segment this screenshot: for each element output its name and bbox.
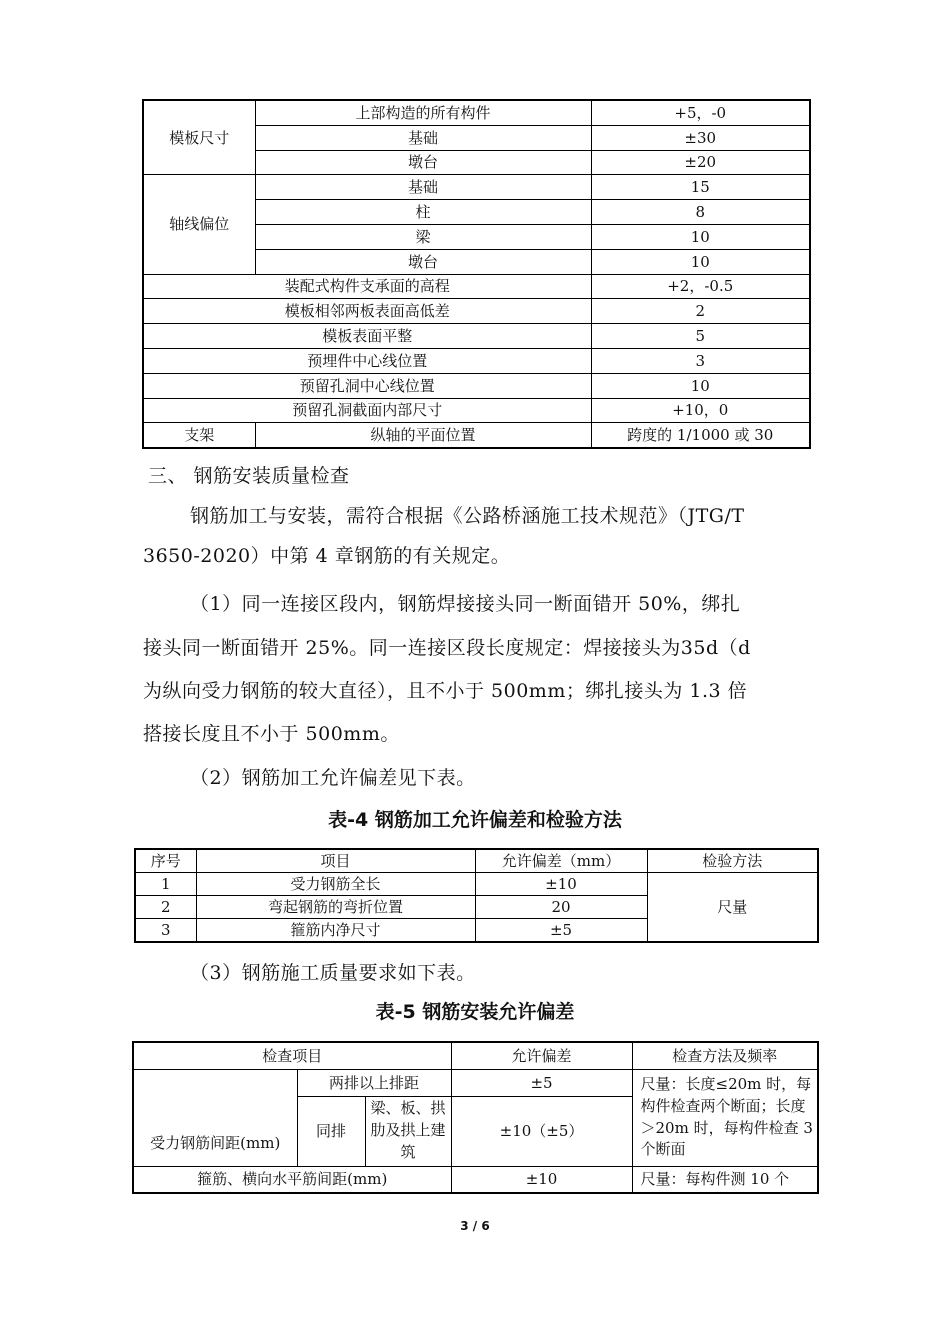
value-cell: ±20 [591,150,810,175]
paragraph-line: （2）钢筋加工允许偏差见下表。 [190,767,476,789]
item-cell: 纵轴的平面位置 [255,423,591,448]
item-cell: 装配式构件支承面的高程 [143,274,591,299]
method-cell: 尺量：长度≤20m 时，每构件检查两个断面；长度＞20m 时，每构件检查 3 个断面 [632,1069,818,1166]
header-cell: 允许偏差 [451,1042,632,1069]
sub-label: 同排 [297,1096,365,1166]
item-cell: 箍筋内净尺寸 [196,919,475,943]
table-title: 表-4 钢筋加工允许偏差和检验方法 [328,809,622,831]
value-cell: 跨度的 1/1000 或 30 [591,423,810,448]
item-cell: 墩台 [255,249,591,274]
method-cell: 尺量：每构件测 10 个 [632,1166,818,1193]
item-cell: 基础 [255,125,591,150]
paragraph-line: 接头同一断面错开 25%。同一连接区段长度规定：焊接接头为35d（d [143,637,751,659]
item-cell: 弯起钢筋的弯折位置 [196,896,475,919]
page-number: 3 / 6 [460,1219,490,1233]
item-cell: 预埋件中心线位置 [143,348,591,373]
item-cell: 柱 [255,200,591,225]
rebar-installation-table [132,1041,819,1194]
value-cell: 3 [591,348,810,373]
header-cell: 检查项目 [133,1042,451,1069]
paragraph-line: 搭接长度且不小于 500mm。 [143,723,400,745]
item-cell: 梁 [255,224,591,249]
item-cell: 两排以上排距 [297,1069,451,1096]
paragraph-line: 为纵向受力钢筋的较大直径），且不小于 500mm；绑扎接头为 1.3 倍 [143,680,748,702]
value-cell: ±30 [591,125,810,150]
value-cell: 8 [591,200,810,225]
value-cell: ±10 [451,1166,632,1193]
header-cell: 允许偏差（mm） [475,849,647,873]
value-cell: 10 [591,224,810,249]
value-cell: +2，-0.5 [591,274,810,299]
value-cell: 10 [591,373,810,398]
header-cell: 检验方法 [647,849,818,873]
table-title: 表-5 钢筋安装允许偏差 [375,1001,575,1023]
item-cell: 预留孔洞截面内部尺寸 [143,398,591,423]
value-cell: +10，0 [591,398,810,423]
item-cell: 模板表面平整 [143,324,591,349]
group-label: 模板尺寸 [143,100,255,175]
item-cell: 上部构造的所有构件 [255,100,591,125]
value-cell: 15 [591,175,810,200]
value-cell: ±5 [451,1069,632,1096]
header-cell: 项目 [196,849,475,873]
value-cell: ±5 [475,919,647,943]
rebar-processing-table [134,848,819,943]
method-cell: 尺量 [647,873,818,943]
group-label: 受力钢筋间距(mm) [133,1069,297,1166]
row-number: 2 [135,896,196,919]
value-cell: 10 [591,249,810,274]
item-cell: 墩台 [255,150,591,175]
value-cell: 2 [591,299,810,324]
tolerance-table-formwork [142,99,811,449]
item-cell: 基础 [255,175,591,200]
row-number: 3 [135,919,196,943]
value-cell: +5，-0 [591,100,810,125]
paragraph-line: （3）钢筋施工质量要求如下表。 [190,962,476,984]
row-number: 1 [135,873,196,896]
paragraph-line: 钢筋加工与安装，需符合根据《公路桥涵施工技术规范》（JTG/T [190,505,745,527]
value-cell: 5 [591,324,810,349]
item-cell: 受力钢筋全长 [196,873,475,896]
section-heading: 三、 钢筋安装质量检查 [148,465,350,487]
header-cell: 序号 [135,849,196,873]
group-label: 轴线偏位 [143,175,255,274]
header-cell: 检查方法及频率 [632,1042,818,1069]
value-cell: ±10（±5） [451,1096,632,1166]
item-cell: 梁、板、拱肋及拱上建筑 [365,1096,451,1166]
value-cell: 20 [475,896,647,919]
item-cell: 箍筋、横向水平筋间距(mm) [133,1166,451,1193]
group-label: 支架 [143,423,255,448]
paragraph-line: 3650-2020）中第 4 章钢筋的有关规定。 [143,545,511,567]
item-cell: 预留孔洞中心线位置 [143,373,591,398]
value-cell: ±10 [475,873,647,896]
paragraph-line: （1）同一连接区段内，钢筋焊接接头同一断面错开 50%，绑扎 [190,593,741,615]
item-cell: 模板相邻两板表面高低差 [143,299,591,324]
